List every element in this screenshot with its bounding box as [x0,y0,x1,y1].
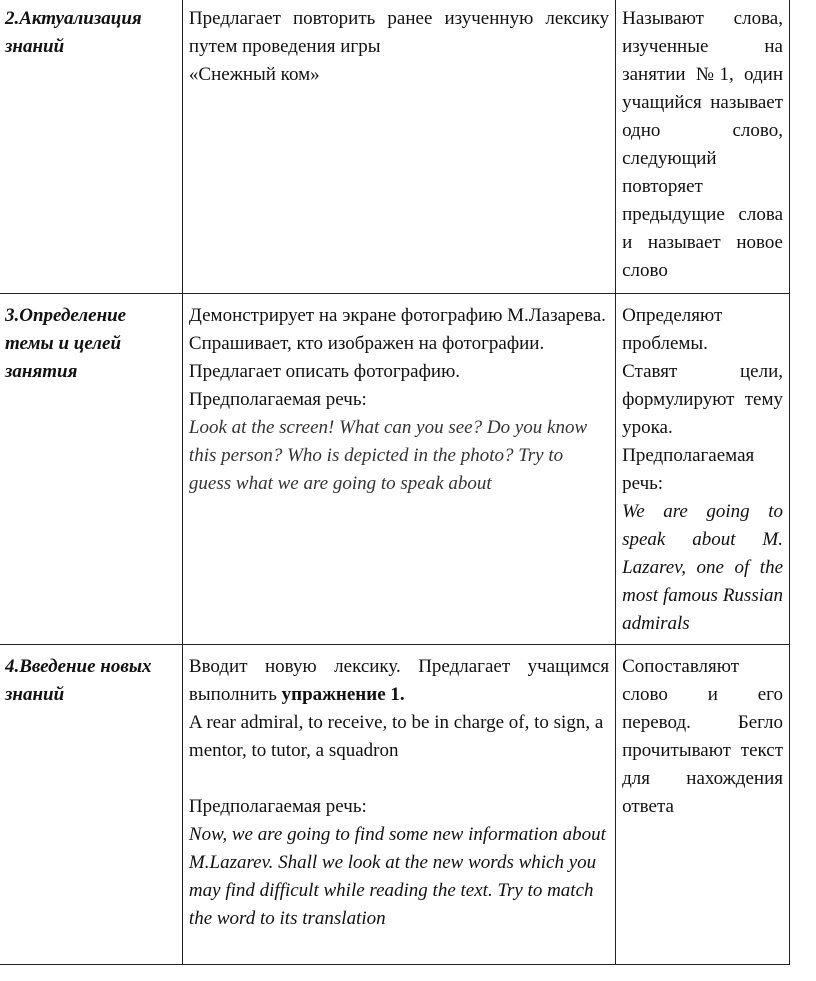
teacher-activity-cell [182,294,615,645]
student-text: Называют слова, изученные на занятии №1, один учащийся называет одно слово, следующий повторяет предыдущие слова и называет новое слово [622,8,783,281]
teacher-activity-cell [182,645,615,965]
table-row [0,645,790,965]
stage-cell [0,294,182,645]
table-row [0,294,790,645]
vocabulary-list: A rear admiral, to receive, to be in charge of, to sign, a mentor, to tutor, a squadron [188,712,604,761]
stage-cell [0,0,182,294]
student-activity-cell [616,294,790,645]
table-row [0,0,790,294]
teacher-text: Демонстрирует на экране фотографию М.Лазарева. Спрашивает, кто изображен на фотографии. Предлагает описать фотографию. [188,305,606,382]
student-text: Сопоставляют слово и его перевод. Бегло прочитывают текст для нахождения ответа [622,656,783,817]
stage-cell [0,645,182,965]
stage-label: 4.Введение новых знаний [5,656,152,705]
spacer [189,765,609,793]
expected-speech: We are going to speak about M. Lazarev, one of the most famous Russian admirals [622,501,783,634]
expected-speech: Now, we are going to find some new information about M.Lazarev. Shall we look at the new words which you may find difficult while reading the text. Try to match the word to its translation [188,824,606,929]
teacher-text: Предлагает повторить ранее изученную лексику путем проведения игры [188,8,610,57]
speech-label: Предполагаемая речь: [188,389,367,410]
teacher-activity-cell [182,0,615,294]
teacher-game-name: «Снежный ком» [188,64,320,85]
student-text: Ставят цели, формулируют тему урока. [622,361,783,438]
speech-label: Предполагаемая речь: [622,445,755,494]
speech-label: Предполагаемая речь: [188,796,367,817]
expected-speech: Look at the screen! What can you see? Do you know this person? Who is depicted in the photo? Try to guess what we are going to speak about [188,417,588,494]
exercise-reference: упражнение 1. [281,684,405,705]
student-activity-cell [616,0,790,294]
teacher-text [189,653,609,709]
teacher-instruction: Вводит новую лексику. Предлагает учащимся выполнить [188,656,610,705]
stage-label: 3.Определение темы и целей занятия [5,305,127,382]
student-activity-cell [616,645,790,965]
student-text: Определяют проблемы. [622,305,723,354]
stage-label: 2.Актуализация знаний [5,8,142,57]
